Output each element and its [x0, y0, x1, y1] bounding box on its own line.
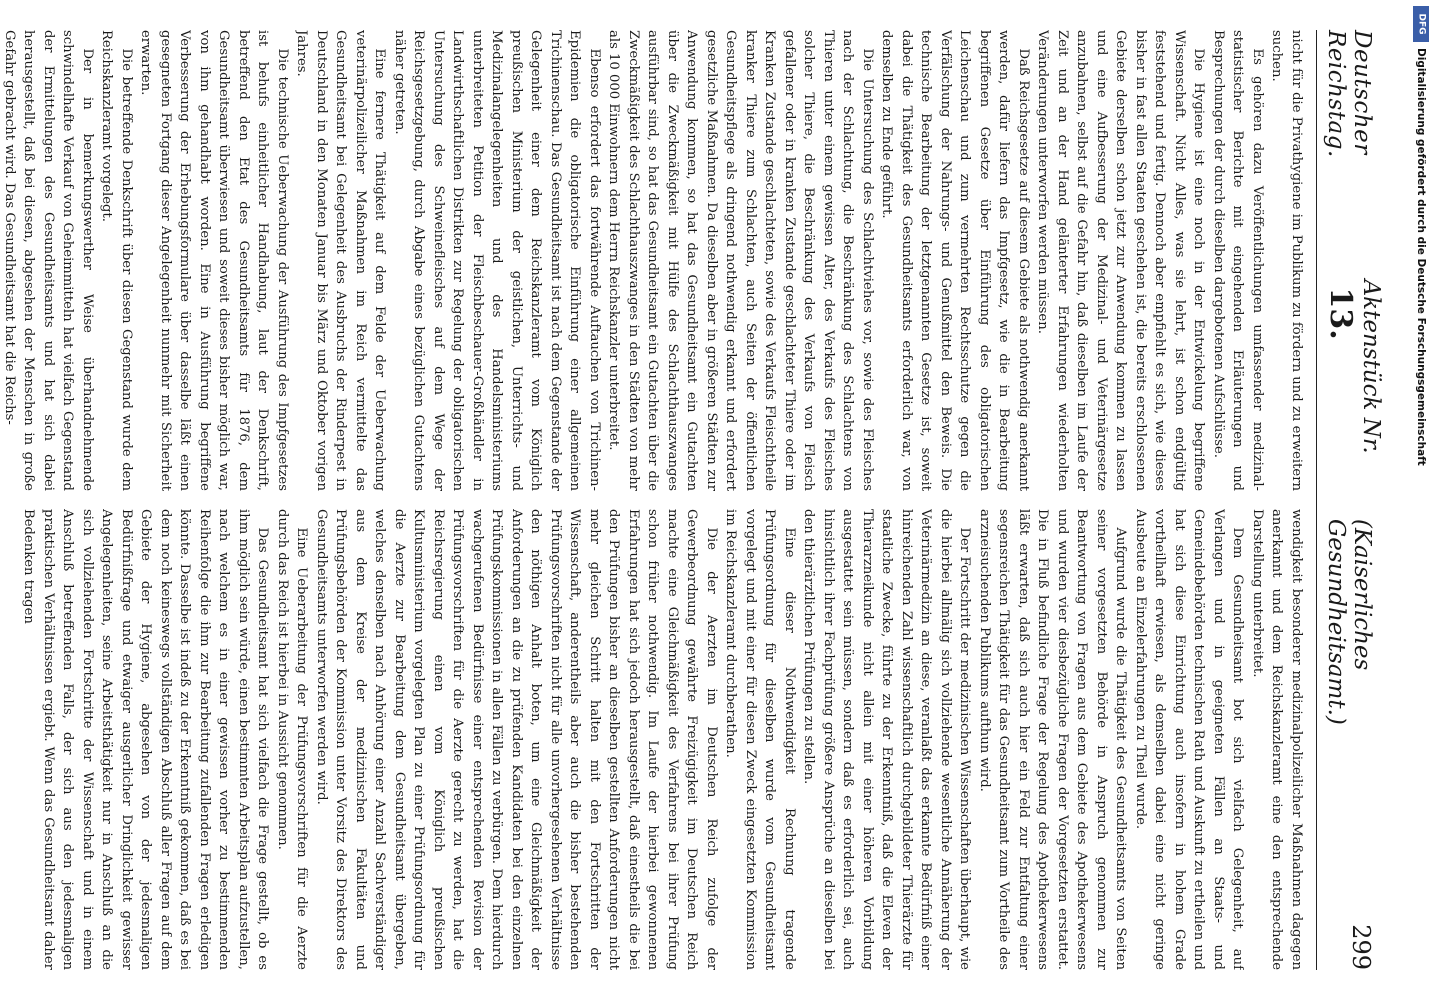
header-center — [1323, 280, 1384, 519]
paragraph: Die Hygiene ist eine noch in der Entwickelung begriffene Wissenschaft. Nicht Alles, was sie lehrt, ist schon endgültig feststehend und fertig. Dennoch aber empfiehlt es sich, wie dieses bisher in fast allen Staaten geschehen ist, die bereits erschlossenen Gebiete derselben schon jetzt zur Anwendung kommen zu lassen und eine Aufbesserung der Medizinal- und Veterinärgesetze anzubahnen, selbst auf die Gefahr hin, daß dieselben im Laufe der Zeit und an der Hand gelänterter Erfahrungen wiederholten Veränderungen unterworfen werden müssen. — [1035, 30, 1207, 491]
paragraph: Aufgrund wurde die Thätigkeit des Gesundheitsamts von Seiten seiner vorgesetzten Behörde in Anspruch genommen zur Beantwortung von Fragen aus dem Gebiete des Apothekerwesens und wurden vier diesbezügliche Fragen der Vorgesetzten erstattet. Die in Fluß befindliche Frage der Regelung des Apothekerwesens läßt erwarten, daß sich auch hier ein Feld zur Entfaltung einer segensreichen Thätigkeit für das Gesundheitsamt zum Vortheile des arzneisuchenden Publikums aufthun wird. — [977, 509, 1129, 970]
header-title: (Kaiserliches Gesundheitsamt.) — [1323, 518, 1375, 725]
paragraph: Ebenso erfordert das fortwährende Auftauchen von Trichinen-Epidemien die obligatorische Einführung einer allgemeinen Trichinenschau. Das Gesundheitsamt ist nach dem Gegenstande der Gelegenheit einer dem Reichskanzleramt vom Königlich preußischen Ministerium der geistlichen, Unterrichts- und Medizinalangelegenheiten und des Handelsministeriums unterbreiteten Petition der Fleischbeschauer-Großhändler in Landwirthschaftlichen Distrikten zur Regelung der obligatorischen Untersuchung des Schweinefleisches auf dem Wege der Reichsgesetzgebung, durch Abgabe eines bezüglichen Gutachtens näher getreten. — [392, 30, 602, 491]
paragraph: Die der Aerzten im Deutschen Reich zufolge der Gewerbeordnung gewährte Freizügigkeit im Deutschen Reich machte eine Gleichmäßigkeit des Verfahrens bei ihrer Prüfung schon früher nothwendig. Im Laufe der hierbei gewonnenen Erfahrungen hat sich jedoch herausgestellt, daß einestheils die bei den Prüfungen bisher an dieselben gestellten Anforderungen nicht mehr gleichen Schritt halten mit den Fortschritten der Wissenschaft, anderentheils aber auch die bisher bestehenden Prüfungsvorschriften nicht für alle unvorhergesehenen Verhältnisse den nöthigen Anhalt boten, um eine Gleichmäßigkeit der Anforderungen an die zu prüfenden Kandidaten bei den einzelnen Prüfungskommissionen in allen Fällen zu verbürgen. Dem hierdurch wachgerufenen Bedürfnisse einer entsprechenden Revision der Prüfungsvorschriften für die Aerzte gerecht zu werden, hat die Reichsregierung einen vom Königlich preußischen Kultusministerium vorgelegten Plan zu einer Prüfungsordnung für die Aerzte zur Bearbeitung dem Gesundheitsamt übergeben, welches denselben nach Anhörung einer Anzahl Sachverständiger aus dem Kreise der medizinischen Fakultäten und Prüfungsbehörden der Kommission unter Vorsitz des Direktors des Gesundheitsamts unterworfen werden wird. — [314, 509, 719, 970]
text-column-left — [0, 30, 1306, 491]
paragraph: Dem Gesundheitsamt bot sich vielfach Gelegenheit, auf Verlangen und in geeigneten Fällen an Staats- und Gemeindebehörden technischen Rath und Auskunft zu ertheilen und hat sich diese Einrichtung auch insofern in hohem Grade vortheilhaft erwiesen, als demselben dabei eine nicht geringe Ausbeute an Einzelerfahrungen zu Theil wurde. — [1133, 509, 1246, 970]
paragraph: Eine dieser Nothwendigkeit Rechnung tragende Prüfungsordnung für dieselben wurde vom Gesundheitsamt vorgelegt und mit einer für diesen Zweck eingesetzten Kommission im Reichskanzleramt durchberathen. — [723, 509, 797, 970]
paragraph: Die Untersuchung des Schlachtviehes vor, sowie des Fleisches nach der Schlachtung, die Beschränkung des Schlachtens von Thieren unter einem gewissen Alter, des Verkaufs des Fleisches solcher Thiere, die Beschränkung des Verkaufs von Fleisch gefallener oder in kranken Zustande geschlachteter Thiere oder im Kranken Zustande geschlachteten, sowie des Verkaufs Fleischtheile kranker Thiere zum Schlachten, auch Seiten der öffentlichen Gesundheitspflege als dringend nothwendig erkannt und erfordert gesetzliche Maßnahmen. Da dieselben aber in größeren Städten zur Anwendung kommen, so hat das Gesundheitsamt ein Gutachten über die Zweckmäßigkeit mit Hülfe des Schlachthauszwanges ausführbar sind, so hat das Gesundheitsamt ein Gutachten über die Zweckmäßigkeit des Schlachthauszwanges in den Städten von mehr als 10 000 Einwohnern dem Herrn Reichskanzler unterbreitet. — [606, 30, 875, 491]
paragraph: Eine fernere Thätigkeit auf dem Felde der Ueberwachung veterinärpolizeilicher Maßnahmen im Reich vermittelte das Gesundheitsamt bei Gelegenheit des Ausbruchs der Rinderpest in Deutschland in den Monaten Januar bis März und Oktober vorigen Jahres. — [294, 30, 388, 491]
page-number: 299 — [1347, 924, 1375, 971]
document-number: 13. — [1323, 287, 1358, 340]
dfg-logo: DFG — [1413, 6, 1429, 42]
paragraph: wendigkeit besonderer medizinalpolizeilicher Maßnahmen dagegen anerkannt und dem Reichskanzleramt eine den entsprechende Darstellung unterbreitet. — [1250, 509, 1304, 970]
scanned-page — [2, 0, 1406, 1000]
header-left: Deutscher Reichstag. — [1323, 30, 1375, 158]
paragraph: Die technische Ueberwachung der Ausführung des Impfgesetzes ist behufs einheitlicher Handhabung, laut der Denkschrift, betreffend den Etat des Gesundheitsamts für 1876, dem Gesundheitsamt überwiesen und soweit dieses bisher möglich war, von ihm gehandhabt worden. Eine in Ausführung begriffene Verbesserung der Erhebungsformulare über dasselbe läßt einen gesegneten Fortgang dieser Angelegenheit nunmehr mit Sicherheit erwarten. — [138, 30, 290, 491]
text-column-right — [0, 509, 1306, 970]
header-center-prefix: Aktenstück Nr. — [1358, 279, 1384, 454]
stamp-text: Digitalisierung gefördert durch die Deutsche Forschungsgemeinschaft — [1415, 48, 1427, 466]
paragraph: Der Fortschritt der medizinischen Wissenschaften überhaupt, wie die hierbei allmälig sich vollziehende wesentliche Annäherung der Veterinärmedizin an diese, veranlaßt das erkannte Bedürfniß einer hinreichenden Zahl wissenschaftlich durchgebildeter Thierärzte für staatliche Zwecke, führte zu der Erkenntniß, daß die Eleven der Thierarzneikunde nicht allein mit einer höheren Vorbildung ausgestattet sein müssen, sondern daß es erforderlich sei, auch hinsichtlich ihrer Fachprüfung größere Ansprüche an dieselben bei den thierärztlichen Prüfungen zu stellen. — [801, 509, 973, 970]
paragraph: Die betreffende Denkschrift über diesen Gegenstand wurde dem Reichskanzleramt vorgelegt. — [99, 30, 134, 491]
header-right — [1323, 519, 1375, 970]
page-header — [1316, 30, 1384, 970]
text-columns — [0, 30, 1306, 970]
paragraph: Der in bemerkungswerther Weise überhandnehmende schwindelhafte Verkauf von Geheimmitteln hat vielfach Gegenstand der Ermittelungen des Gesundheitsamts und hat sich dabei herausgestellt, daß bei diesen, abgesehen der Menschen in große Gefahr gebracht wird. Das Gesundheitsamt hat die Reichs- — [2, 30, 95, 491]
paragraph: nicht für die Privathygiene im Publikum zu fördern und zu erweitern suchen. — [1269, 30, 1304, 491]
paragraph: Es gehören dazu Veröffentlichungen umfassender medizinal-statistischer Berichte mit eingehenden Erläuterungen und Besprechungen der durch dieselben dargebotenen Aufschlüsse. — [1211, 30, 1265, 491]
digitization-stamp — [1410, 0, 1432, 1000]
paragraph: Das Gesundheitsamt hat sich vielfach die Frage gestellt, ob es ihm möglich sein würde, einen bestimmten Arbeitsplan aufzustellen, nach welchem es in einer gewissen vorher zu bestimmenden Reihenfolge die ihm zur Bearbeitung zufallenden Fragen erledigen könnte. Dasselbe ist indeß zu der Erkenntniß gekommen, daß es bei dem noch keineswegs vollständigen Abschluß aller Fragen auf dem Gebiete der Hygiene, abgesehen von der jedesmaligen Bedürfnißfrage und etwaiger ausgerlicher Dringlichkeit gewisser Angelegenheiten, seine Arbeitsthätigkeit nur in Anschluß an die sich vollziehenden Fortschritte der Wissenschaft und in einem Anschluß betreffenden Falls, der sich aus den jedesmaligen praktischen Verhältnissen ergiebt. Wenn das Gesundheitsamt daher Bedenken tragen — [21, 509, 271, 970]
paragraph: Eine Ueberarbeitung der Prüfungsvorschriften für die Aerzte durch das Reich ist hierbei in Aussicht genommen. — [275, 509, 310, 970]
paragraph: Daß Reichsgesetze auf diesem Gebiete als nothwendig anerkannt werden, dafür liefern das Impfgesetz, wie die in Bearbeitung begriffenen Gesetze über Einführung des obligatorischen Leichenschau und zum vermehrten Rechtsschutze gegen die Verfälschung der Nahrungs- und Genußmittel den Beweis. Die technische Bearbeitung der letztgenannten Gesetze ist, soweit dabei die Thätigkeit des Gesundheitsamts erforderlich war, von demselben zu Ende geführt. — [879, 30, 1031, 491]
